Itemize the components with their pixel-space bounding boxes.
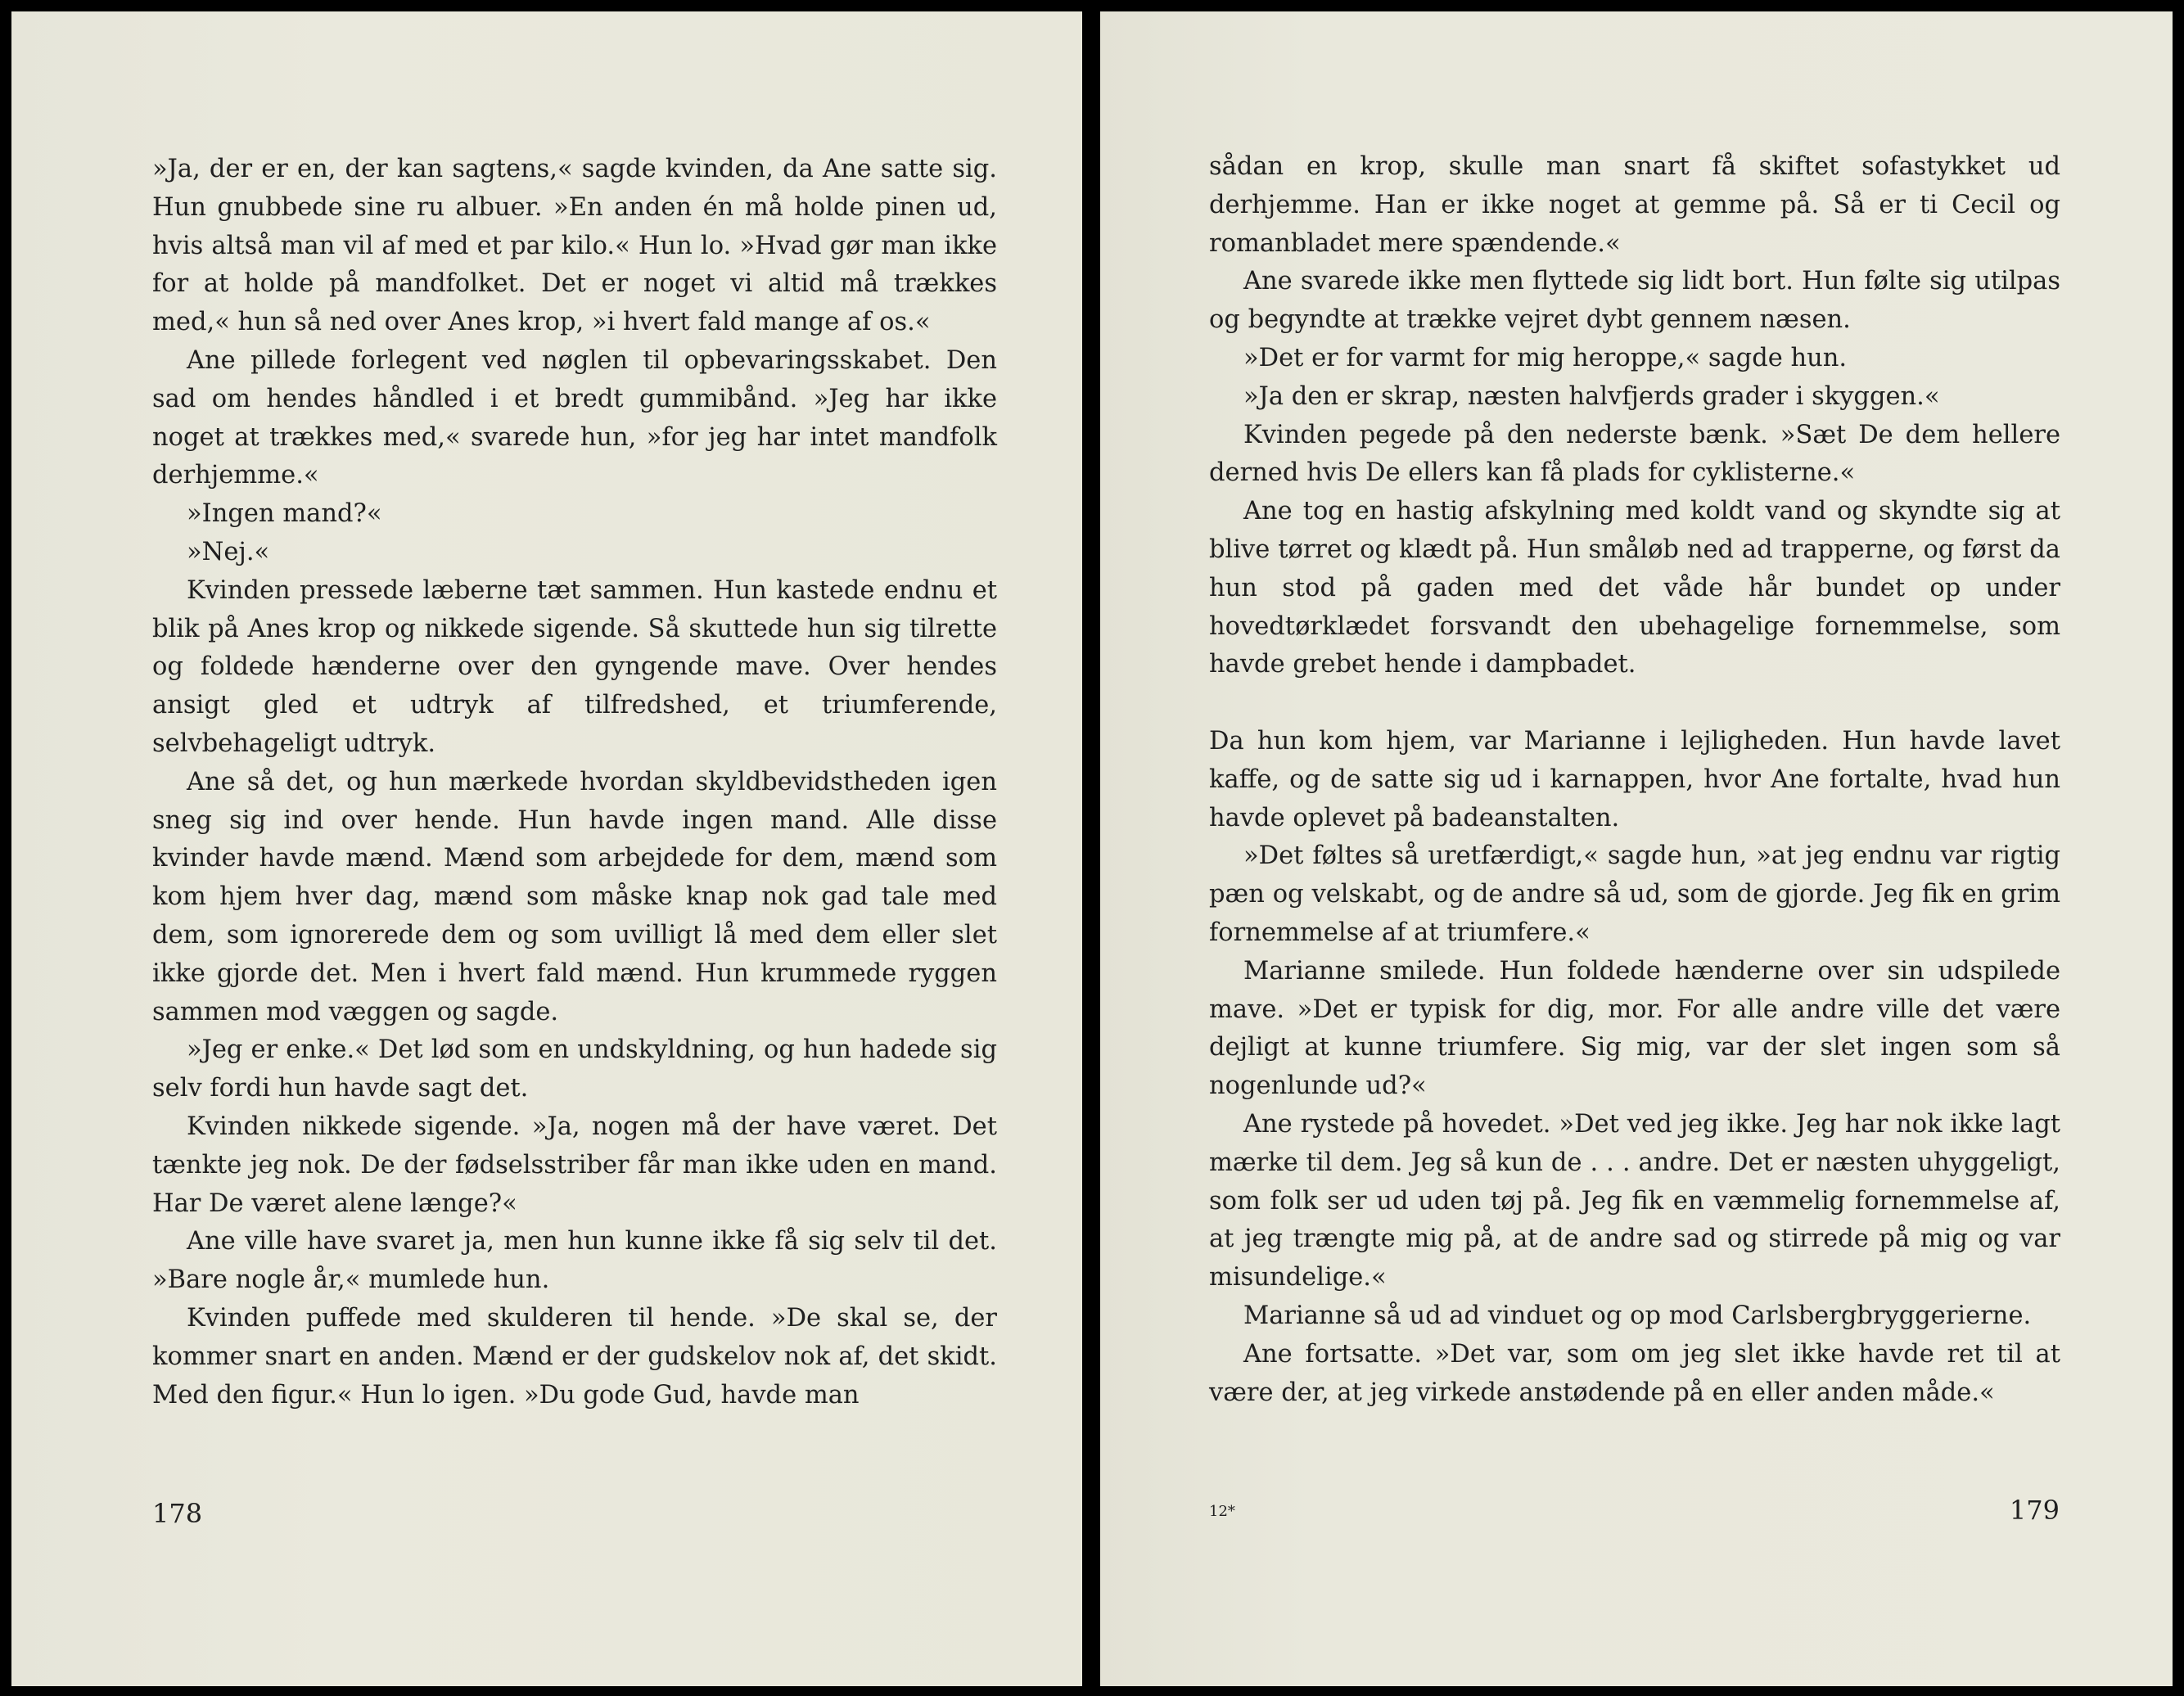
paragraph: Ane svarede ikke men flyttede sig lidt bort. Hun følte sig utilpas og begyndte at trække vejret dybt gennem næsen. xyxy=(1209,267,2060,335)
left-page xyxy=(11,11,1082,1686)
paragraph: Kvinden pressede læberne tæt sammen. Hun kastede endnu et blik på Anes krop og nikkede sigende. Så skuttede hun sig tilrette og foldede hænderne over den gyngende mave. Over hendes ansigt gled et udtryk af tilfredshed, et triumferende, selvbehageligt udtryk. xyxy=(152,575,997,758)
paragraph: sådan en krop, skulle man snart få skiftet sofastykket ud derhjemme. Han er ikke noget at gemme på. Så er ti Cecil og romanbladet mere spændende.« xyxy=(1209,152,2060,258)
page-number: 179 xyxy=(2009,1495,2060,1526)
paragraph: Marianne smilede. Hun foldede hænderne over sin udspilede mave. »Det er typisk for dig, mor. For alle andre ville det være dejligt at kunne triumfere. Sig mig, var der slet ingen som så nogenlunde ud?« xyxy=(1209,956,2060,1101)
page-number: 178 xyxy=(152,1498,203,1529)
left-page-text xyxy=(152,151,997,1414)
paragraph: »Ingen mand?« xyxy=(187,499,382,529)
paragraph: Ane så det, og hun mærkede hvordan skyldbevidstheden igen sneg sig ind over hende. Hun havde ingen mand. Alle disse kvinder havde mænd. Mænd som arbejdede for dem, mænd som kom hjem hver dag, mænd som måske knap nok gad tale med dem, som ignorerede dem og som uvilligt lå med dem eller slet ikke gjorde det. Men i hvert fald mænd. Hun krummede ryggen sammen mod væggen og sagde. xyxy=(152,767,997,1026)
paragraph: Ane pillede forlegent ved nøglen til opbevaringsskabet. Den sad om hendes håndled i et bredt gummibånd. »Jeg har ikke noget at trækkes med,« svarede hun, »for jeg har intet mandfolk derhjemme.« xyxy=(152,345,997,490)
paragraph: Kvinden puffede med skulderen til hende. »De skal se, der kommer snart en anden. Mænd er der gudskelov nok af, det skidt. Med den figur.« Hun lo igen. »Du gode Gud, havde man xyxy=(152,1303,997,1410)
paragraph: Ane ville have svaret ja, men hun kunne ikke få sig selv til det. »Bare nogle år,« mumlede hun. xyxy=(152,1227,997,1295)
paragraph: Da hun kom hjem, var Marianne i lejligheden. Hun havde lavet kaffe, og de satte sig ud i karnappen, hvor Ane fortalte, hvad hun havde oplevet på badeanstalten. xyxy=(1209,726,2060,832)
right-page-text xyxy=(1209,148,2060,1412)
right-page xyxy=(1100,11,2173,1686)
paragraph: Ane tog en hastig afskylning med koldt vand og skyndte sig at blive tørret og klædt på. Hun småløb ned ad trapperne, og først da hun stod på gaden med det våde hår bundet op under hovedtørklædet forsvandt den ubehagelige fornemmelse, som havde grebet hende i dampbadet. xyxy=(1209,497,2060,679)
paragraph: »Nej.« xyxy=(187,537,270,566)
paragraph: Kvinden pegede på den nederste bænk. »Sæt De dem hellere derned hvis De ellers kan få plads for cyklisterne.« xyxy=(1209,420,2060,488)
paragraph: »Ja, der er en, der kan sagtens,« sagde kvinden, da Ane satte sig. Hun gnubbede sine ru albuer. »En anden én må holde pinen ud, hvis altså man vil af med et par kilo.« Hun lo. »Hvad gør man ikke for at holde på mandfolket. Det er noget vi altid må trækkes med,« hun så ned over Anes krop, »i hvert fald mange af os.« xyxy=(152,155,997,337)
paragraph: »Ja den er skrap, næsten halvfjerds grader i skyggen.« xyxy=(1243,381,1940,411)
paragraph: »Jeg er enke.« Det lød som en undskyldning, og hun hadede sig selv fordi hun havde sagt det. xyxy=(152,1035,997,1103)
paragraph: »Det er for varmt for mig heroppe,« sagde hun. xyxy=(1243,343,1848,372)
paragraph: Ane rystede på hovedet. »Det ved jeg ikke. Jeg har nok ikke lagt mærke til dem. Jeg så kun de . . . andre. Det er næsten uhyggeligt, som folk ser ud uden tøj på. Jeg fik en væmmelig fornemmelse af, at jeg trængte mig på, at de andre sad og stirrede på mig og var misundelige.« xyxy=(1209,1109,2060,1292)
paragraph: Kvinden nikkede sigende. »Ja, nogen må der have været. Det tænkte jeg nok. De der fødselsstriber får man ikke uden en mand. Har De været alene længe?« xyxy=(152,1112,997,1218)
paragraph: Marianne så ud ad vinduet og op mod Carlsbergbryggerierne. xyxy=(1243,1301,2032,1330)
signature-mark: 12* xyxy=(1209,1503,1235,1520)
paragraph: Ane fortsatte. »Det var, som om jeg slet ikke havde ret til at være der, at jeg virkede anstødende på en eller anden måde.« xyxy=(1209,1339,2060,1407)
paragraph: »Det føltes så uretfærdigt,« sagde hun, »at jeg endnu var rigtig pæn og velskabt, og de andre så ud, som de gjorde. Jeg fik en grim fornemmelse af at triumfere.« xyxy=(1209,841,2060,947)
